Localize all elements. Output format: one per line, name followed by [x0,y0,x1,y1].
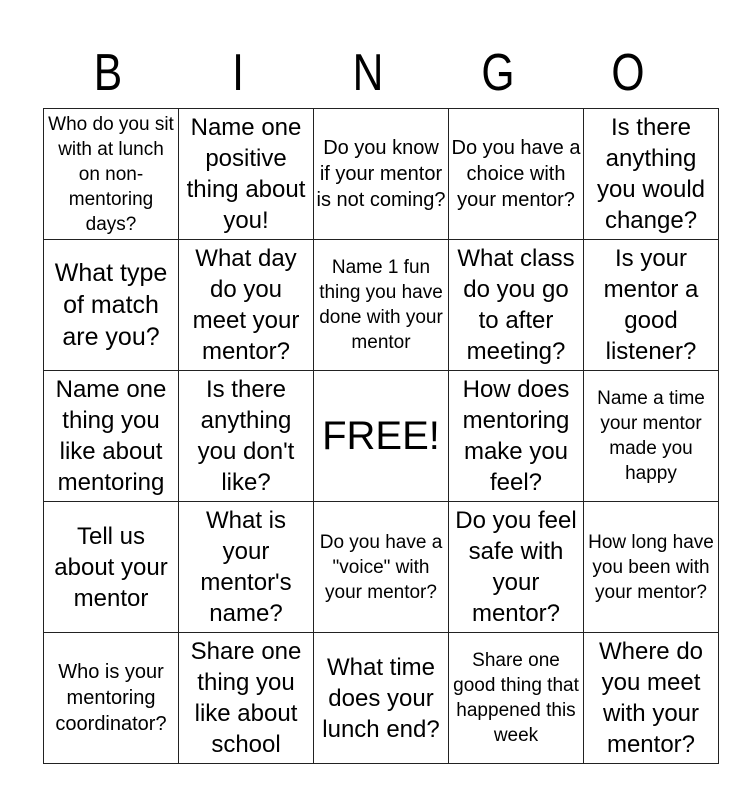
header-letter-b: B [93,44,123,102]
bingo-cell-b3[interactable]: Name one thing you like about mentoring [44,371,179,502]
bingo-cell-n4[interactable]: Do you have a "voice" with your mentor? [314,502,449,633]
bingo-cell-b2[interactable]: What type of match are you? [44,240,179,371]
bingo-cell-o3[interactable]: Name a time your mentor made you happy [584,371,719,502]
bingo-cell-g5[interactable]: Share one good thing that happened this week [449,633,584,764]
bingo-cell-b4[interactable]: Tell us about your mentor [44,502,179,633]
bingo-cell-n5[interactable]: What time does your lunch end? [314,633,449,764]
bingo-cell-n1[interactable]: Do you know if your mentor is not coming? [314,109,449,240]
bingo-cell-o2[interactable]: Is your mentor a good listener? [584,240,719,371]
header-letter-i: I [232,44,244,102]
bingo-cell-i3[interactable]: Is there anything you don't like? [179,371,314,502]
bingo-free-space[interactable]: FREE! [314,371,449,502]
bingo-cell-o5[interactable]: Where do you meet with your mentor? [584,633,719,764]
bingo-header [43,42,693,104]
bingo-cell-i1[interactable]: Name one positive thing about you! [179,109,314,240]
header-letter-o: O [611,44,645,102]
bingo-row-1 [44,109,719,240]
bingo-row-5 [44,633,719,764]
bingo-cell-i2[interactable]: What day do you meet your mentor? [179,240,314,371]
header-letter-n: N [352,44,384,102]
bingo-cell-b5[interactable]: Who is your mentoring coordinator? [44,633,179,764]
bingo-cell-g4[interactable]: Do you feel safe with your mentor? [449,502,584,633]
bingo-row-3 [44,371,719,502]
bingo-cell-o4[interactable]: How long have you been with your mentor? [584,502,719,633]
bingo-cell-g2[interactable]: What class do you go to after meeting? [449,240,584,371]
bingo-row-2 [44,240,719,371]
bingo-cell-n2[interactable]: Name 1 fun thing you have done with your mentor [314,240,449,371]
bingo-row-4 [44,502,719,633]
bingo-cell-i4[interactable]: What is your mentor's name? [179,502,314,633]
bingo-cell-b1[interactable]: Who do you sit with at lunch on non-mentoring days? [44,109,179,240]
bingo-card [43,108,719,764]
bingo-cell-o1[interactable]: Is there anything you would change? [584,109,719,240]
bingo-cell-i5[interactable]: Share one thing you like about school [179,633,314,764]
header-letter-g: G [481,44,515,102]
bingo-cell-g3[interactable]: How does mentoring make you feel? [449,371,584,502]
bingo-cell-g1[interactable]: Do you have a choice with your mentor? [449,109,584,240]
